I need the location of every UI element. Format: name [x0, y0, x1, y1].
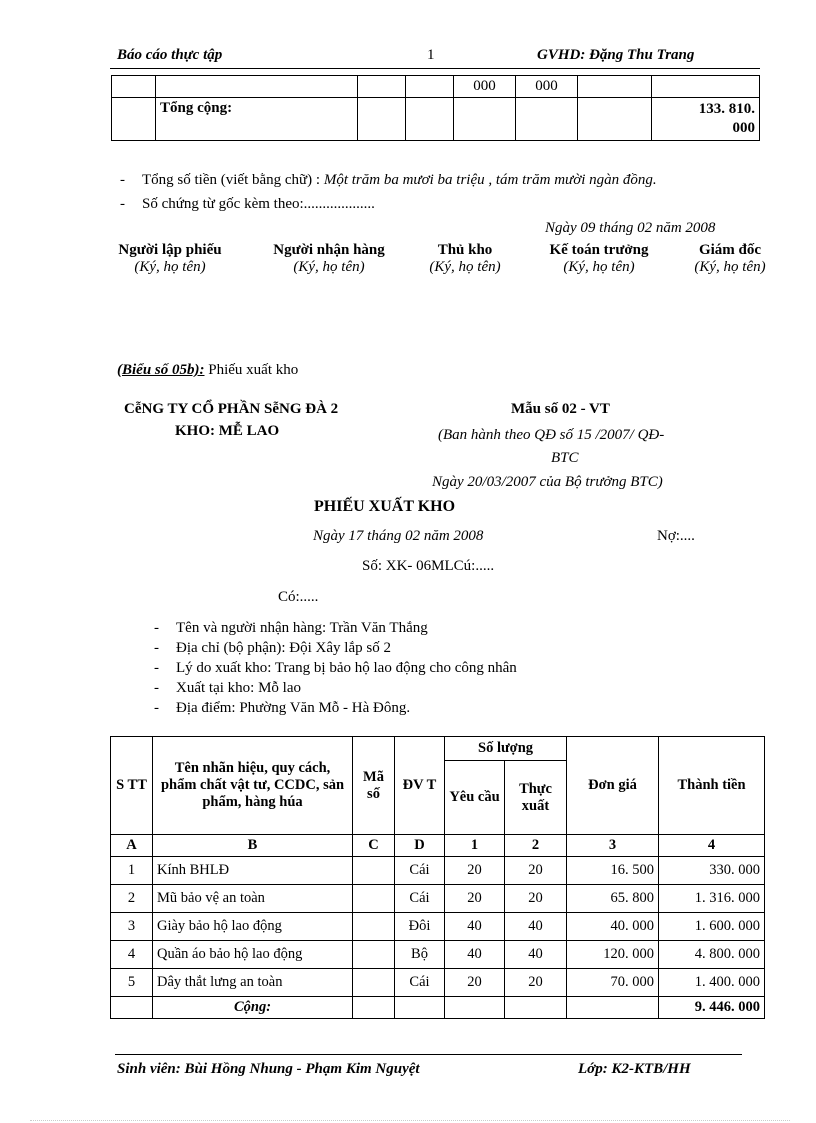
table-row: 2 Mũ bảo vệ an toàn Cái 20 20 65. 800 1. 316. 000 — [111, 885, 765, 913]
signature-block: Kế toán trưởng (Ký, họ tên) — [549, 242, 649, 275]
form-date: Ngày 17 tháng 02 năm 2008 — [313, 528, 484, 544]
table-row — [112, 76, 760, 98]
issue-details — [154, 618, 517, 718]
page-edge — [30, 1120, 790, 1121]
template-number: Mẫu số 02 - VT — [511, 401, 610, 417]
header-unit: ĐV T — [395, 737, 445, 835]
items-table — [110, 736, 765, 1019]
summary-date: Ngày 09 tháng 02 năm 2008 — [545, 220, 716, 236]
header-divider — [110, 68, 760, 69]
warehouse-name: KHO: MỄ LAO — [175, 423, 280, 439]
items-total-label: Cộng: — [153, 997, 353, 1019]
attached-documents: - Số chứng từ gốc kèm theo:................... — [120, 196, 375, 212]
page-title: PHIẾU XUẤT KHO — [314, 498, 456, 515]
voucher-number: Số: XK- 06MLCú:..... — [362, 558, 495, 574]
form-reference: (Biểu số 05b): Phiếu xuất kho — [117, 362, 299, 378]
decree-line: (Ban hành theo QĐ số 15 /2007/ QĐ- — [438, 427, 665, 443]
company-name: CễNG TY CỔ PHẦN SễNG ĐÀ 2 — [124, 401, 339, 417]
header-unit-price: Đơn giá — [567, 737, 659, 835]
table-row: 4 Quần áo bảo hộ lao động Bộ 40 40 120. 000 4. 800. 000 — [111, 941, 765, 969]
table-header-row — [111, 737, 765, 761]
footer-divider — [115, 1054, 742, 1055]
previous-table-continuation — [111, 75, 760, 141]
decree-line: Ngày 20/03/2007 của Bộ trưởng BTC) — [432, 474, 663, 490]
amount-in-words-value: Một trăm ba mươi ba triệu , tám trăm mười ngàn đồng. — [323, 172, 657, 188]
footer-class: Lớp: K2-KTB/HH — [578, 1061, 691, 1077]
signature-block: Thủ kho (Ký, họ tên) — [429, 242, 501, 275]
signature-block: Người nhận hàng (Ký, họ tên) — [273, 242, 385, 275]
header-amount: Thành tiền — [659, 737, 765, 835]
table-row-total — [112, 98, 760, 141]
list-item: - Tên và người nhận hàng: Trần Văn Thắng — [154, 620, 428, 636]
header-quantity: Số lượng — [445, 737, 567, 761]
table-total-row — [111, 997, 765, 1019]
footer-students: Sinh viên: Bùi Hồng Nhung - Phạm Kim Nguyệt — [117, 1061, 420, 1077]
total-value: 133. 810. 000 — [652, 98, 760, 141]
header-supervisor: GVHD: Đặng Thu Trang — [537, 47, 695, 63]
amount-in-words: - Tổng số tiền (viết bằng chữ) : Một trăm ba mươi ba triệu , tám trăm mười ngàn đồng. — [120, 172, 657, 188]
header-report-title: Báo cáo thực tập — [117, 47, 223, 63]
signature-block: Giám đốc (Ký, họ tên) — [694, 242, 766, 275]
header-name: Tên nhãn hiệu, quy cách, phẩm chất vật tư, CCDC, sản phẩm, hàng húa — [153, 737, 353, 835]
debit-account: Nợ:.... — [657, 528, 695, 544]
list-item: - Xuất tại kho: Mỗ lao — [154, 680, 301, 696]
table-cell: 000 — [516, 76, 578, 98]
page-number: 1 — [427, 47, 435, 63]
table-row: 5 Dây thắt lưng an toàn Cái 20 20 70. 000 1. 400. 000 — [111, 969, 765, 997]
header-code: Mã số — [353, 737, 395, 835]
header-requested: Yêu cầu — [445, 761, 505, 835]
table-code-row: A B C D 1 2 3 4 — [111, 835, 765, 857]
items-total-value: 9. 446. 000 — [659, 997, 765, 1019]
table-row: 1 Kính BHLĐ Cái 20 20 16. 500 330. 000 — [111, 857, 765, 885]
header-stt: S TT — [111, 737, 153, 835]
credit-account: Có:..... — [278, 589, 319, 605]
list-item: - Địa điểm: Phường Văn Mỗ - Hà Đông. — [154, 700, 411, 716]
list-item: - Địa chỉ (bộ phận): Đội Xây lắp số 2 — [154, 640, 391, 656]
table-cell: 000 — [454, 76, 516, 98]
table-row: 3 Giày bảo hộ lao động Đôi 40 40 40. 000 1. 600. 000 — [111, 913, 765, 941]
decree-line: BTC — [551, 450, 579, 466]
total-label: Tổng cộng: — [156, 98, 358, 141]
header-actual: Thực xuất — [505, 761, 567, 835]
list-item: - Lý do xuất kho: Trang bị bảo hộ lao động cho công nhân — [154, 660, 517, 676]
signature-block: Người lập phiếu (Ký, họ tên) — [118, 242, 222, 275]
